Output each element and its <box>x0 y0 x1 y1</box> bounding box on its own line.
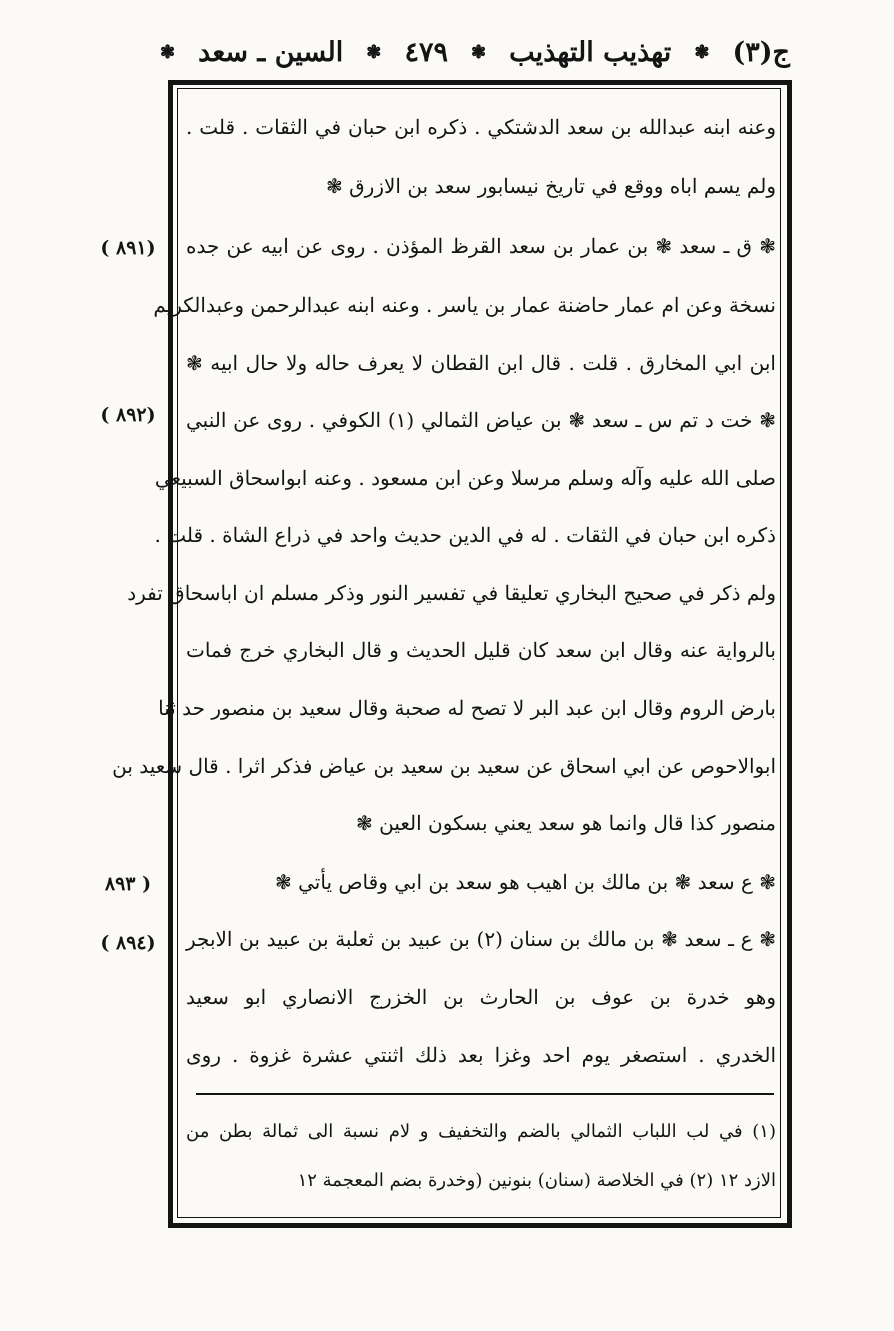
text-line: ❃ ق ـ سعد ❃ بن عمار بن سعد القرظ المؤذن . روى عن ابيه عن جده <box>186 234 776 258</box>
footnote-divider <box>196 1093 774 1095</box>
entry-number: ( ٨٩٢) <box>100 404 156 426</box>
footnote-line: (١) في لب اللباب الثمالي بالضم والتخفيف و لام نسبة الى ثمالة بطن من <box>186 1121 776 1142</box>
text-line: ولم يسم اباه ووقع في تاريخ نيسابور سعد بن الازرق ❃ <box>326 174 776 198</box>
ornament-icon: ❃ <box>471 41 487 63</box>
text-line: ولم ذكر في صحيح البخاري تعليقا في تفسير النور وذكر مسلم ان اباسحاق تفرد <box>127 581 776 605</box>
ornament-icon: ❃ <box>694 41 710 63</box>
text-line: نسخة وعن ام عمار حاضنة عمار بن ياسر . وعنه ابنه عبدالرحمن وعبدالكريم <box>153 293 776 317</box>
text-line: ❃ ع ـ سعد ❃ بن مالك بن سنان (٢) بن عبيد بن ثعلبة بن عبيد بن الابجر <box>186 927 776 951</box>
entry-number: ( ٨٩١) <box>100 237 156 259</box>
text-line: وهو خدرة بن عوف بن الحارث بن الخزرج الانصاري ابو سعيد <box>186 985 776 1009</box>
text-line: ❃ خت د تم س ـ سعد ❃ بن عياض الثمالي (١) الكوفي . روى عن النبي <box>186 408 776 432</box>
text-line: صلى الله عليه وآله وسلم مرسلا وعن ابن مسعود . وعنه ابواسحاق السبيعي <box>154 466 776 490</box>
text-line: وعنه ابنه عبدالله بن سعد الدشتكي . ذكره ابن حبان في الثقات . قلت . <box>186 115 776 139</box>
text-line: بارض الروم وقال ابن عبد البر لا تصح له صحبة وقال سعيد بن منصور حد ثنا <box>158 696 776 720</box>
text-line: بالرواية عنه وقال ابن سعد كان قليل الحديث و قال البخاري خرج فمات <box>186 638 776 662</box>
text-line: ابن ابي المخارق . قلت . قال ابن القطان لا يعرف حاله ولا حال ابيه ❃ <box>186 351 776 375</box>
page-number: ٤٧٩ <box>404 36 448 68</box>
text-line: الخدري . استصغر يوم احد وغزا بعد ذلك اثنتي عشرة غزوة . روى <box>186 1043 776 1067</box>
entry-number: ( ٨٩٤) <box>100 932 156 954</box>
volume-label: ج(٣) <box>732 36 790 68</box>
ornament-icon: ❃ <box>160 41 176 63</box>
text-line: ذكره ابن حبان في الثقات . له في الدين حديث واحد في ذراع الشاة . قلت . <box>154 523 776 547</box>
text-line: ❃ ع سعد ❃ بن مالك بن اهيب هو سعد بن ابي وقاص يأتي ❃ <box>275 870 776 894</box>
text-line: منصور كذا قال وانما هو سعد يعني بسكون العين ❃ <box>356 811 776 835</box>
footnote-line: الازد ١٢ (٢) في الخلاصة (سنان) بنونين (وخدرة بضم المعجمة ١٢ <box>297 1170 776 1191</box>
page-header <box>160 30 790 74</box>
book-title: تهذيب التهذيب <box>509 36 672 68</box>
ornament-icon: ❃ <box>366 41 382 63</box>
section-label: السين ـ سعد <box>198 36 344 68</box>
entry-number: ٨٩٣ ) <box>104 873 152 895</box>
text-line: ابوالاحوص عن ابي اسحاق عن سعيد بن سعيد بن عياض فذكر اثرا . قال سعيد بن <box>112 754 776 778</box>
